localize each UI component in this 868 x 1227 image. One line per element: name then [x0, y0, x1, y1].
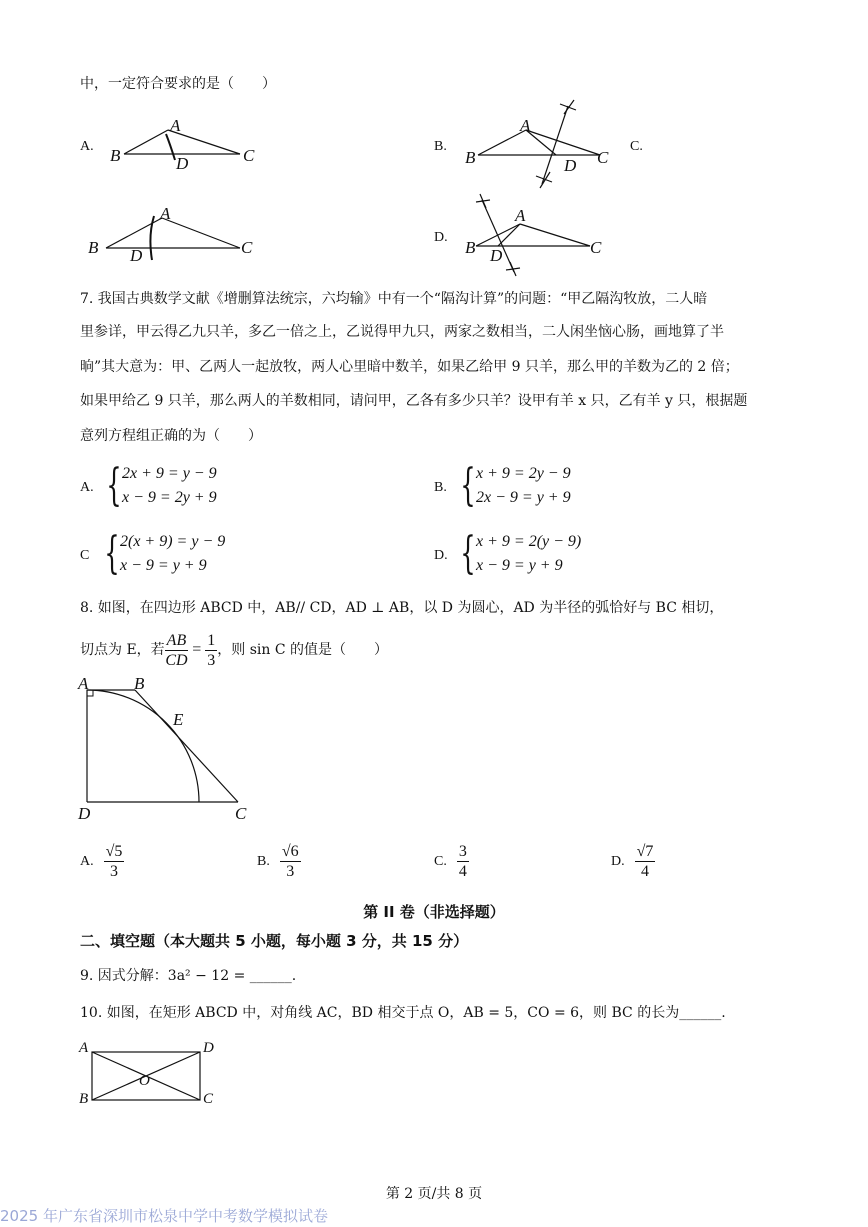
q8-option-b-den: 3 — [286, 863, 295, 880]
q7-option-a-system: { 2x + 9 = y − 9 x − 9 = 2y + 9 — [106, 460, 217, 511]
q7-option-b-system: { x + 9 = 2y − 9 2x − 9 = y + 9 — [460, 460, 571, 511]
q7a-eq2: x − 9 = 2y + 9 — [122, 489, 217, 506]
q8-option-b-num: √6 — [281, 843, 299, 860]
q7-line1: 7. 我国古典数学文献《增删算法统宗，六均输》中有一个“隔沟计算”的问题：“甲乙隔沟牧放，二人暗 — [80, 291, 708, 307]
q8-ratio-num: AB — [166, 631, 187, 649]
q6b-point-a: A — [520, 116, 531, 135]
q8-option-c-den: 4 — [458, 863, 467, 880]
q8-option-c-label: C. — [434, 853, 447, 869]
q6-option-a-label: A. — [80, 139, 94, 154]
q9-text: 9. 因式分解：3a² − 12 = ______. — [80, 968, 297, 984]
q6b-point-d: D — [564, 156, 577, 175]
watermark: 2025 年广东省深圳市松泉中学中考数学模拟试卷 — [0, 1207, 328, 1225]
q7-line5: 意列方程组正确的为（ ） — [80, 428, 262, 444]
q10-point-a: A — [79, 1040, 89, 1056]
q6-option-d-label: D. — [434, 230, 448, 245]
q10-point-b: B — [79, 1091, 89, 1107]
q8-option-a-den: 3 — [110, 863, 119, 880]
q8-point-b: B — [134, 674, 145, 693]
q7-option-b-label: B. — [434, 480, 447, 495]
q7-line3: 晌”其大意为：甲、乙两人一起放牧，两人心里暗中数羊，如果乙给甲 9 只羊，那么甲的羊数为乙的 2 倍； — [80, 359, 739, 375]
q6b-point-b: B — [465, 148, 476, 167]
q6-option-b-label: B. — [434, 139, 447, 154]
q8-eq-sign: = — [192, 641, 202, 658]
q6c-point-d: D — [130, 246, 143, 265]
q6-figure-c — [90, 200, 260, 270]
q8-option-b-frac — [280, 842, 301, 881]
q6-option-c-label: C. — [630, 139, 643, 154]
q6-figure-b — [460, 100, 640, 190]
q8-ratio-den: CD — [165, 651, 188, 669]
q6-figure-d — [460, 190, 620, 280]
q10-text: 10. 如图，在矩形 ABCD 中，对角线 AC，BD 相交于点 O，AB = 5，CO = 6，则 BC 的长为______. — [80, 1005, 726, 1021]
q7-line4: 如果甲给乙 9 只羊，那么两人的羊数相同，请问甲，乙各有多少只羊？设甲有羊 x 只，乙有羊 y 只，根据题 — [80, 393, 748, 409]
q6a-point-d: D — [176, 154, 189, 173]
q7d-eq2: x − 9 = y + 9 — [476, 557, 563, 574]
q10-point-o: O — [139, 1073, 150, 1089]
q7-option-c-label: C — [80, 548, 90, 563]
q6b-point-c: C — [597, 148, 609, 167]
q7c-eq2: x − 9 = y + 9 — [120, 557, 207, 574]
q6-text: 中，一定符合要求的是（ ） — [80, 76, 276, 92]
q6a-point-b: B — [110, 146, 121, 165]
q8-option-a-label: A. — [80, 853, 94, 869]
q8-point-d: D — [78, 804, 91, 823]
q8-option-d-den: 4 — [641, 863, 650, 880]
q8-option-d — [611, 842, 655, 881]
q8-option-c-num: 3 — [458, 843, 467, 860]
q8-value-den: 3 — [207, 651, 216, 669]
q6c-point-b: B — [88, 238, 99, 257]
q10-figure — [90, 1050, 210, 1110]
q8-option-a-frac — [104, 842, 125, 881]
q10-point-d: D — [203, 1040, 214, 1056]
page-number: 第 2 页/共 8 页 — [385, 1186, 483, 1202]
q8-line1: 8. 如图，在四边形 ABCD 中，AB// CD，AD ⊥ AB，以 D 为圆心，AD 为半径的弧恰好与 BC 相切， — [80, 600, 724, 616]
q6d-point-b: B — [465, 238, 476, 257]
q7d-eq1: x + 9 = 2(y − 9) — [476, 533, 582, 550]
q8-point-a: A — [78, 674, 89, 693]
q7c-eq1: 2(x + 9) = y − 9 — [120, 533, 226, 550]
q8-option-a-num: √5 — [105, 843, 123, 860]
q7-line2: 里参详，甲云得乙九只羊，多乙一倍之上，乙说得甲九只，两家之数相当，二人闲坐恼心肠，画地算了半 — [80, 324, 724, 340]
q8-line2 — [80, 628, 388, 672]
q8-option-a — [80, 842, 124, 881]
q6a-point-c: C — [243, 146, 255, 165]
q8-option-b — [257, 842, 301, 881]
q8-figure — [80, 680, 260, 820]
q8-option-d-num: √7 — [636, 843, 654, 860]
q8-option-d-frac — [635, 842, 656, 881]
q6c-point-c: C — [241, 238, 253, 257]
q8-option-c-frac — [457, 842, 469, 881]
q6d-point-d: D — [490, 246, 503, 265]
q8-option-c — [434, 842, 469, 881]
q8-line2-prefix: 切点为 E，若 — [80, 642, 165, 658]
q7-option-c-system: { 2(x + 9) = y − 9 x − 9 = y + 9 — [104, 528, 226, 579]
q6d-point-c: C — [590, 238, 602, 257]
q7a-eq1: 2x + 9 = y − 9 — [122, 465, 217, 482]
section-heading: 二、填空题（本大题共 5 小题，每小题 3 分，共 15 分） — [80, 932, 469, 950]
q8-option-b-label: B. — [257, 853, 270, 869]
q6a-point-a: A — [170, 116, 181, 135]
q6c-point-a: A — [160, 204, 171, 223]
q6d-point-a: A — [515, 206, 526, 225]
q8-point-c: C — [235, 804, 247, 823]
q8-ratio-fraction — [165, 631, 189, 670]
q8-point-e: E — [173, 710, 184, 729]
q8-line2-suffix: ，则 sin C 的值是（ ） — [217, 642, 388, 658]
q7-option-d-label: D. — [434, 548, 448, 563]
part2-title: 第 II 卷（非选择题） — [363, 903, 505, 921]
q8-value-fraction — [205, 631, 217, 670]
q7-option-d-system: { x + 9 = 2(y − 9) x − 9 = y + 9 — [460, 528, 582, 579]
q7b-eq2: 2x − 9 = y + 9 — [476, 489, 571, 506]
q8-option-d-label: D. — [611, 853, 625, 869]
q8-value-num: 1 — [207, 631, 216, 649]
q7-option-a-label: A. — [80, 480, 94, 495]
q10-point-c: C — [203, 1091, 214, 1107]
q7b-eq1: x + 9 = 2y − 9 — [476, 465, 571, 482]
